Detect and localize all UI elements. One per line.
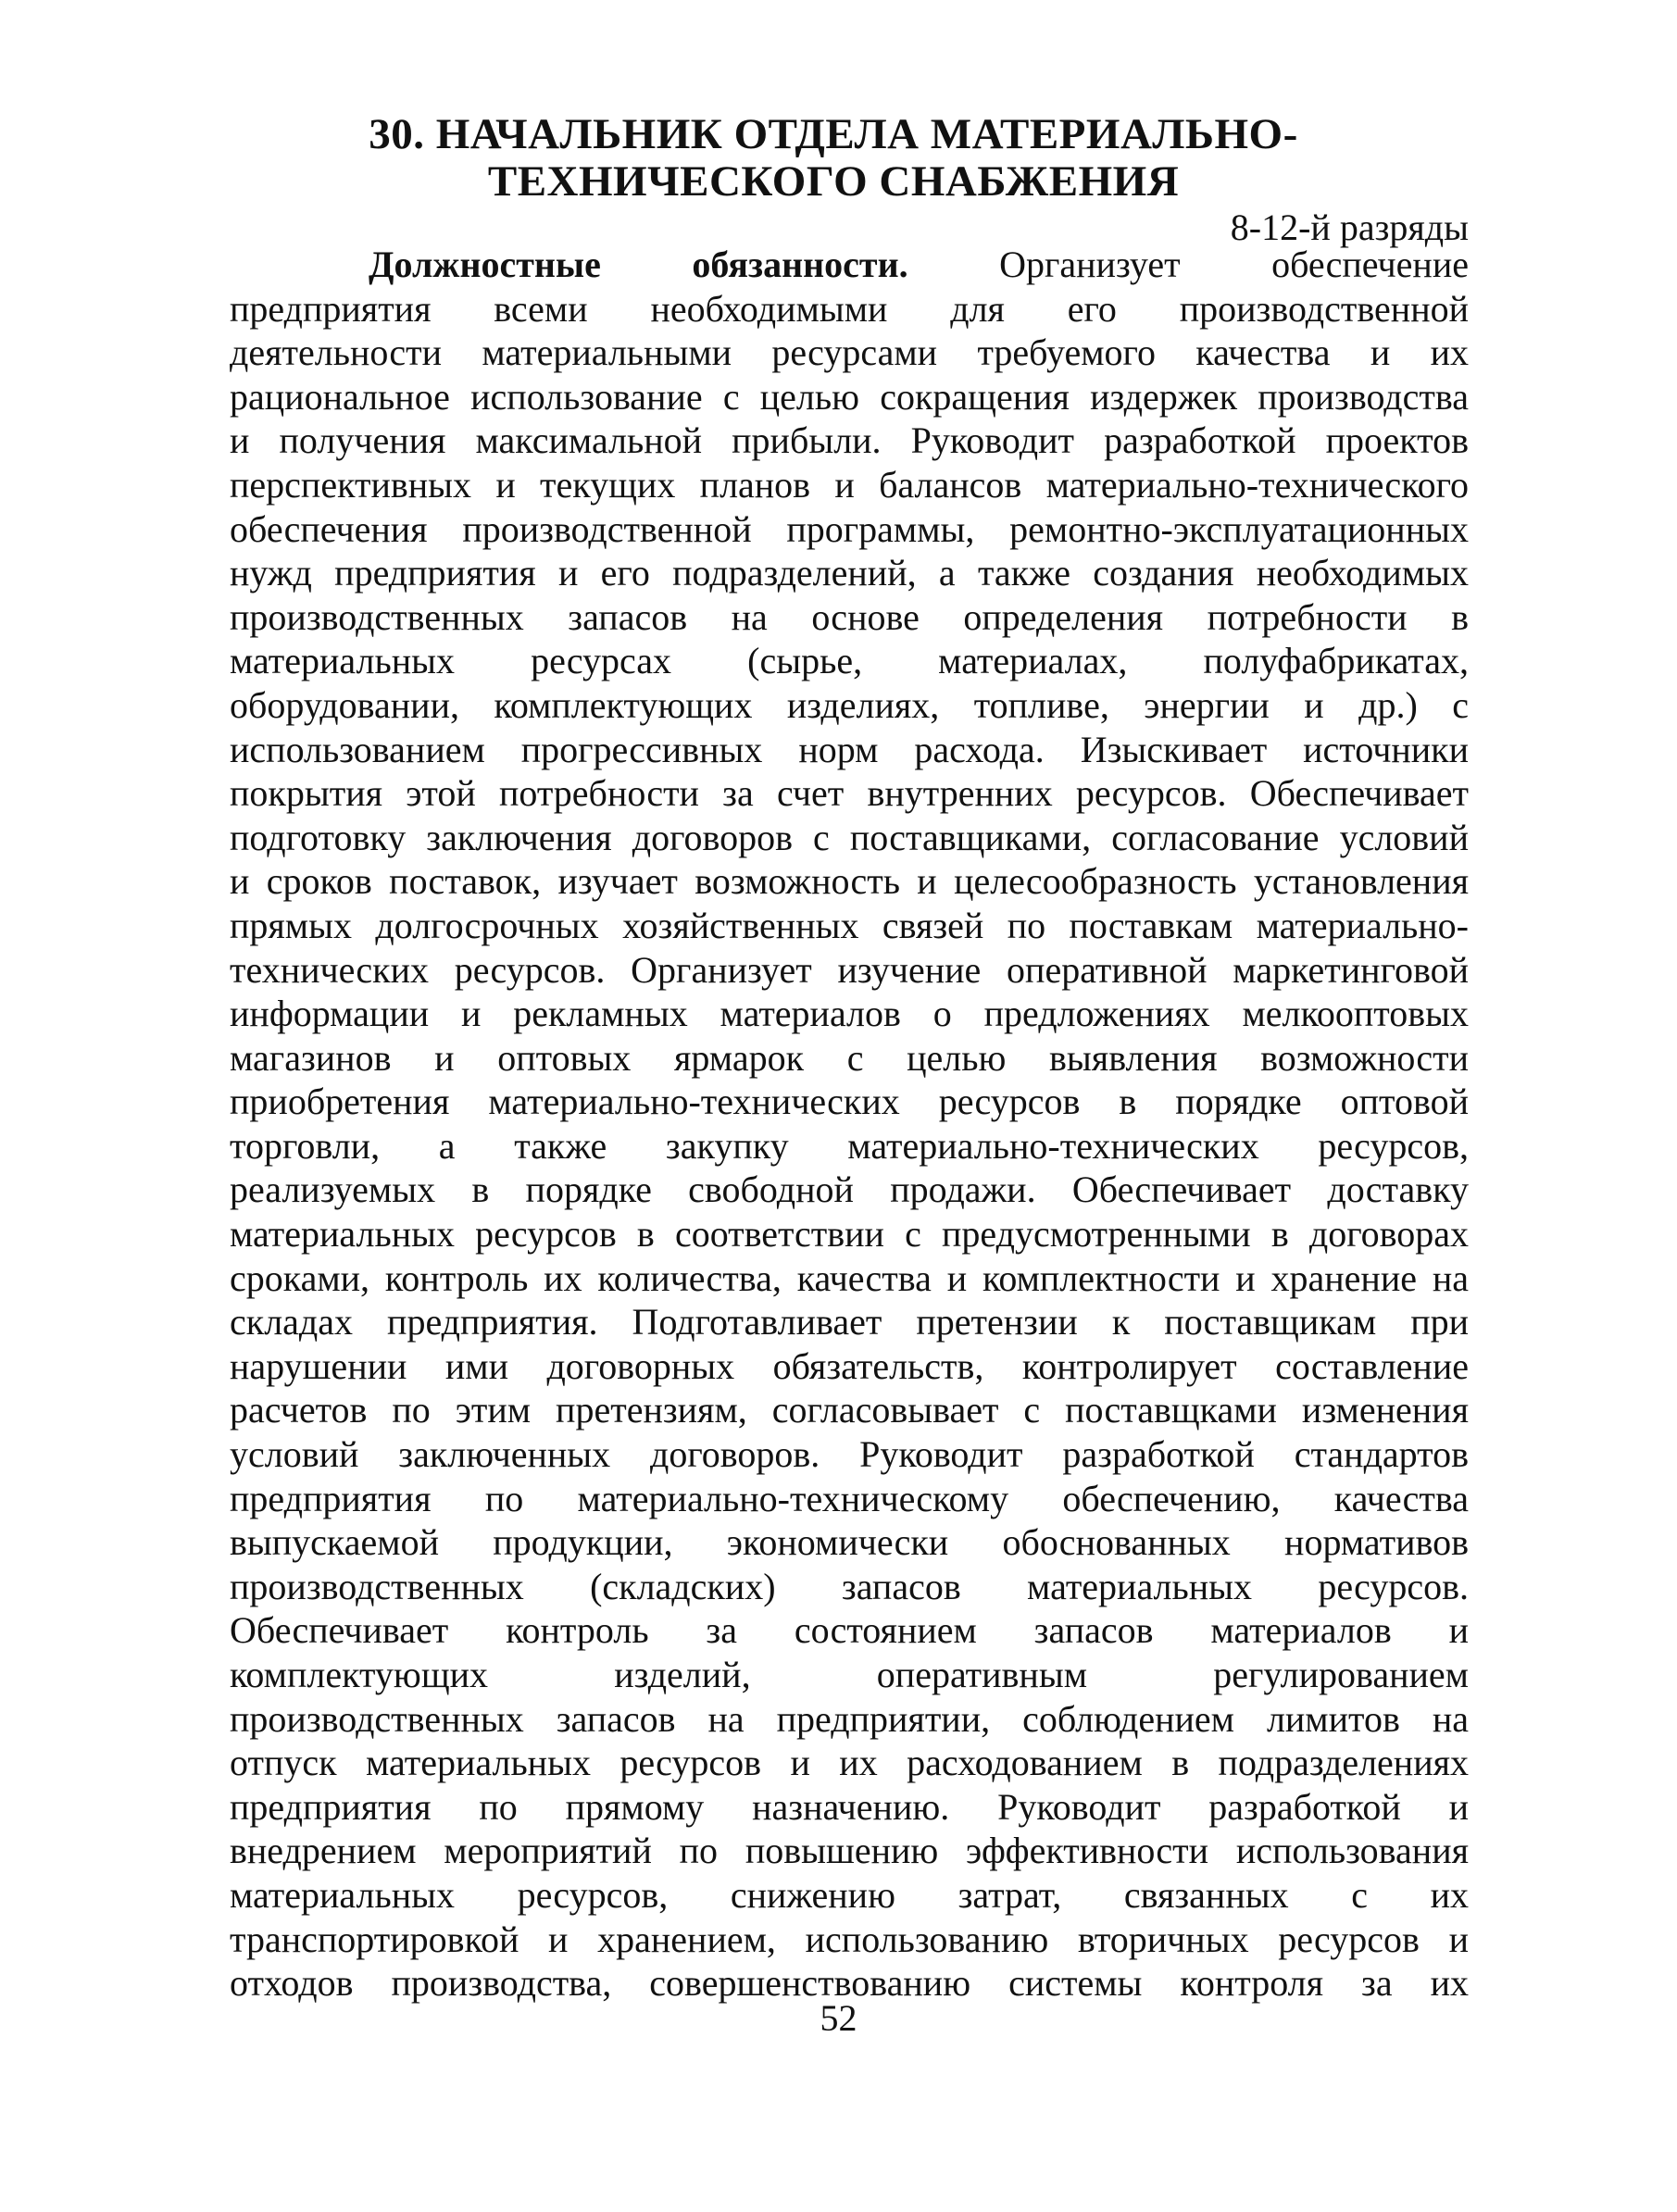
paragraph-line: складах предприятия. Подготавливает претензии к поставщикам при: [230, 1301, 1469, 1343]
paragraph-line: материальных ресурсах (сырье, материалах, полуфабрикатах,: [230, 640, 1469, 682]
paragraph-line: отходов производства, совершенствованию системы контроля за их: [230, 1962, 1469, 2005]
paragraph-line: предприятия по материально-техническому обеспечению, качества: [230, 1477, 1469, 1519]
paragraph-line: Обеспечивает контроль за состоянием запасов материалов и: [230, 1609, 1469, 1652]
paragraph-line: предприятия всеми необходимыми для его производственной: [230, 287, 1469, 330]
paragraph-line: нужд предприятия и его подразделений, а также создания необходимых: [230, 552, 1469, 594]
paragraph-line: выпускаемой продукции, экономически обоснованных нормативов: [230, 1521, 1469, 1564]
document-title-line-1: 30. НАЧАЛЬНИК ОТДЕЛА МАТЕРИАЛЬНО-: [369, 110, 1298, 158]
paragraph-first-line: [230, 243, 1469, 287]
paragraph-line: производственных запасов на предприятии, соблюдением лимитов на: [230, 1697, 1469, 1740]
paragraph-line: обеспечения производственной программы, ремонтно-эксплуатационных: [230, 507, 1469, 550]
paragraph-line: и сроков поставок, изучает возможность и целесообразность установления: [230, 860, 1469, 903]
paragraph-line: материальных ресурсов в соответствии с предусмотренными в договорах: [230, 1213, 1469, 1256]
document-title-line-2: ТЕХНИЧЕСКОГО СНАБЖЕНИЯ: [487, 157, 1180, 206]
paragraph-line: комплектующих изделий, оперативным регулированием: [230, 1654, 1469, 1695]
paragraph-line: прямых долгосрочных хозяйственных связей по поставкам материально-: [230, 904, 1469, 946]
paragraph-line: информации и рекламных материалов о предложениях мелкооптовых: [230, 993, 1469, 1035]
paragraph-line: расчетов по этим претензиям, согласовывает с поставщками изменения: [230, 1389, 1469, 1431]
paragraph-line: реализуемых в порядке свободной продажи. Обеспечивает доставку: [230, 1168, 1469, 1211]
paragraph-line: нарушении ими договорных обязательств, контролирует составление: [230, 1344, 1469, 1387]
paragraph-line: покрытия этой потребности за счет внутренних ресурсов. Обеспечивает: [230, 772, 1469, 815]
grade-range: 8-12-й разряды: [1230, 206, 1469, 248]
first-line-text: Организует обеспечение: [999, 244, 1469, 285]
paragraph-line: материальных ресурсов, снижению затрат, связанных с их: [230, 1873, 1469, 1916]
paragraph-line: отпуск материальных ресурсов и их расходованием в подразделениях: [230, 1742, 1469, 1784]
paragraph-line: перспективных и текущих планов и балансов материально-технического: [230, 463, 1469, 506]
paragraph-line: оборудовании, комплектующих изделиях, топливе, энергии и др.) с: [230, 683, 1469, 726]
paragraph-line: и получения максимальной прибыли. Руководит разработкой проектов: [230, 419, 1469, 462]
paragraph-line: транспортировкой и хранением, использованию вторичных ресурсов и: [230, 1918, 1469, 1960]
paragraph-line: использованием прогрессивных норм расхода. Изыскивает источники: [230, 728, 1469, 770]
paragraph-line: торговли, а также закупку материально-технических ресурсов,: [230, 1124, 1469, 1167]
paragraph-line: деятельности материальными ресурсами требуемого качества и их: [230, 331, 1469, 374]
paragraph-line: сроками, контроль их количества, качества и комплектности и хранение на: [230, 1256, 1469, 1299]
paragraph-line: рациональное использование с целью сокращения издержек производства: [230, 375, 1469, 418]
paragraph-line: условий заключенных договоров. Руководит разработкой стандартов: [230, 1433, 1469, 1476]
duties-heading: Должностные обязанности.: [369, 244, 908, 285]
paragraph-line: производственных запасов на основе определения потребности в: [230, 595, 1469, 638]
duties-paragraph: [230, 243, 1469, 2006]
paragraph-line: внедрением мероприятий по повышению эффективности использования: [230, 1830, 1469, 1872]
page-number: 52: [820, 1997, 857, 2039]
paragraph-line: приобретения материально-технических ресурсов в порядке оптовой: [230, 1081, 1469, 1123]
paragraph-line: технических ресурсов. Организует изучение оперативной маркетинговой: [230, 948, 1469, 991]
paragraph-line: предприятия по прямому назначению. Руководит разработкой и: [230, 1785, 1469, 1828]
paragraph-line: магазинов и оптовых ярмарок с целью выявления возможности: [230, 1036, 1469, 1079]
paragraph-line: подготовку заключения договоров с поставщиками, согласование условий: [230, 816, 1469, 858]
paragraph-line: производственных (складских) запасов материальных ресурсов.: [230, 1565, 1469, 1607]
